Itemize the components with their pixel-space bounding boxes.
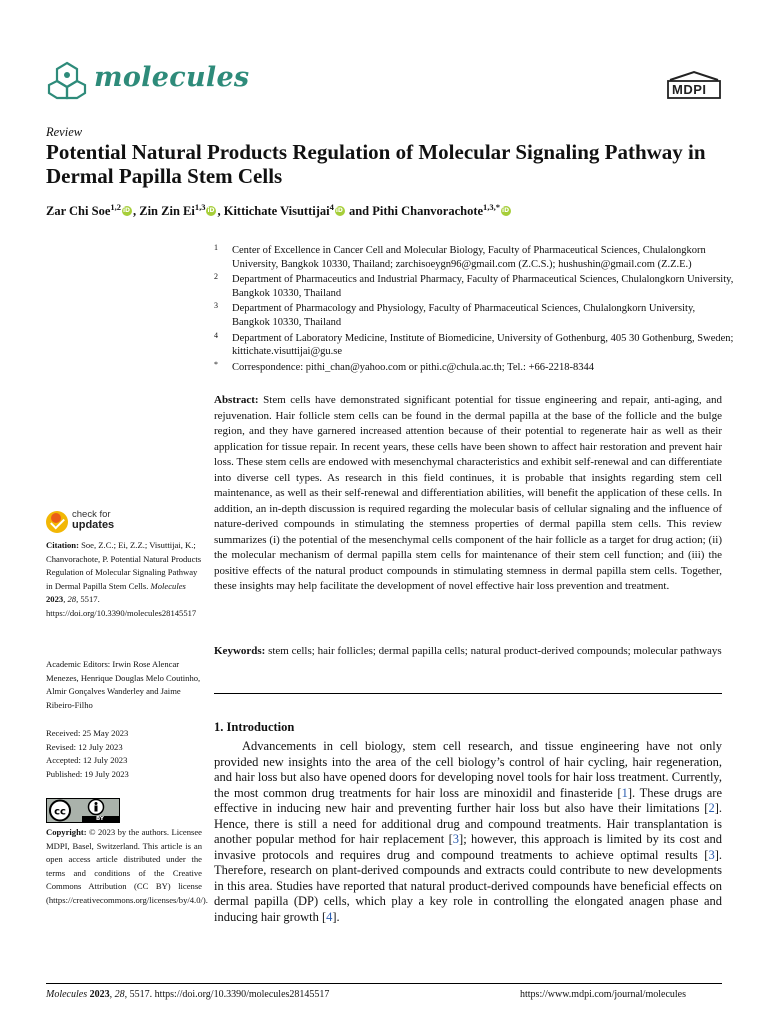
copyright-text: © 2023 by the authors. Licensee MDPI, Basel, Switzerland. This article is an open access article distributed under the terms and conditions of the Creative Commons Attribution (CC BY) license (https://creativecommons.org/licenses/by/4.0/). [46,827,208,905]
academic-editors: Academic Editors: Irwin Rose Alencar Menezes, Henrique Douglas Melo Coutinho, Almir Gonçalves Wanderley and Jaime Ribeiro-Filho [46,659,201,710]
check-for-updates-line1: check for [72,509,111,520]
reference-link[interactable]: 2 [708,801,715,815]
mdpi-logo [666,70,722,100]
paragraph-text: Advancements in cell biology, stem cell research, and tissue engineering have not only provided new insights into the area of the cell biology’s control of hair cycling, hair regeneration, and hair loss but also have opened doors for developing novel tools for hair loss treatment. Currently, the most common drug treatments for hair loss are minoxidil and finasteride [ [214,739,722,800]
paragraph-text: ]. Hence, there is still a need for additional drug and compound treatments. Hair transplantation is another popular method for hair replacement [ [214,801,722,846]
citation-text: Soe, Z.C.; Ei, Z.Z.; Visuttijai, K.; Chanvorachote, P. Potential Natural Products Regulation of Molecular Signaling Pathway in Dermal Papilla Stem Cells. [46,540,202,591]
affiliation-item [214,273,734,300]
author-affiliation-sup: 1,3 [194,202,206,212]
keywords-label: Keywords: [214,645,266,657]
footer-divider [46,983,722,984]
author-name[interactable]: Zar Chi Soe [46,204,111,219]
section-heading-introduction: 1. Introduction [214,720,295,734]
check-for-updates-badge[interactable] [46,509,166,539]
footer-volume: 28 [114,989,125,1000]
author-name[interactable]: Zin Zin Ei [139,204,195,219]
reference-link[interactable]: 3 [708,847,715,862]
paragraph-text: ]. Therefore, research on plant-derived compounds and extracts could contribute to new developments in this area. Studies have reported that natural product-derived compounds have beneficial effects on dermal papilla (DP) cells, which play a key role in controlling the elongated anagen phase and inducing hair growth [ [214,847,722,924]
affiliation-number: * [214,359,218,369]
paragraph-text: ]; however, this approach is limited by its cost and invasive protocols and requires drug and compound treatments to achieve optimal results [ [214,832,722,862]
citation-year: 2023 [46,594,64,605]
footer-citation: Molecules 2023, 28, 5517. https://doi.org/10.3390/molecules28145517 [46,989,330,1000]
affiliation-number: 2 [214,272,218,282]
author-affiliation-sup: 1,3,* [483,202,501,212]
section-divider [214,693,722,694]
affiliation-number: 3 [214,301,218,311]
reference-link[interactable]: 4 [326,909,333,924]
keywords-text: stem cells; hair follicles; dermal papilla cells; natural product-derived compounds; molecular pathways [268,645,722,657]
copyright-notice [46,826,208,908]
author-separator: and [345,204,373,219]
affiliations [214,244,734,376]
footer-journal: Molecules [46,989,88,1000]
affiliation-number: 1 [214,243,218,252]
author-name[interactable]: Pithi Chanvorachote [372,204,484,219]
citation-doi[interactable]: , 5517. https://doi.org/10.3390/molecules28145517 [46,594,197,618]
affiliation-number: 4 [214,330,218,340]
introduction-paragraph [214,739,722,925]
published-date: Published: 19 July 2023 [46,768,129,779]
reference-link[interactable]: 1 [621,785,628,800]
affiliation-text: Department of Pharmacology and Physiology, Faculty of Pharmaceutical Sciences, Chulalongkorn University, Bangkok 10330, Thailand [232,303,696,328]
publication-dates [46,727,202,781]
author-name[interactable]: Kittichate Visuttijai [223,204,330,219]
author-separator: , [133,204,140,219]
affiliation-item [214,244,734,271]
affiliation-text: Department of Pharmaceutics and Industrial Pharmacy, Faculty of Pharmaceutical Sciences, Chulalongkorn University, Bangkok 10330, Thailand [232,274,734,299]
citation-block: Citation: Soe, Z.C.; Ei, Z.Z.; Visuttijai, K.; Chanvorachote, P. Potential Natural Products Regulation of Molecular Signaling Pathway in Dermal Papilla Stem Cells. Molecules 2023, 28, 5517. https://doi.org/10.3390/molecules28145517 [46,540,202,618]
reference-link[interactable]: 3 [452,832,460,846]
orcid-icon[interactable] [501,206,511,216]
author-list [46,202,746,219]
revised-date: Revised: 12 July 2023 [46,741,123,752]
footer-doi[interactable]: , 5517. https://doi.org/10.3390/molecules28145517 [124,989,330,1000]
correspondence-text: Correspondence: pithi_chan@yahoo.com or pithi.c@chula.ac.th; Tel.: +66-2218-8344 [232,361,594,373]
received-date: Received: 25 May 2023 [46,728,129,738]
footer-year: 2023 [89,989,110,1000]
journal-logo-icon [46,60,88,100]
paragraph-text: ]. [332,909,340,924]
footer-journal-url[interactable]: https://www.mdpi.com/journal/molecules [520,989,686,1000]
cc-by-license-icon[interactable] [46,798,120,823]
check-for-updates-icon [46,511,68,533]
affiliation-item [214,332,734,359]
citation-journal: Molecules [150,580,186,591]
author-affiliation-sup: 4 [329,202,334,212]
accepted-date: Accepted: 12 July 2023 [46,755,128,766]
abstract-text: Stem cells have demonstrated significant potential for tissue engineering and repair, anti-aging, and rejuvenation. Hair follicle stem cells can be found in the dermal papilla at the base of the follicle and the bulge region, and they have garnered increased attention because of their potential to regenerate hair as well as their application for tissue repair. In recent years, these cells have been shown to affect hair restoration and prevent hair loss. These stem cells are endowed with mesenchymal characteristics and exhibit self-renewal and can differentiate into diverse cell types. As research in this field continues, it is probable that insights regarding stem cell maintenance, as well as their self-renewal and differentiation abilities, will benefit the application of these cells. In addition, an in-depth discussion is required regarding the molecular basis of cellular signaling and the influence of nature-derived compounds in stimulating the stemness properties of dermal papilla stem cells. This review summarizes (i) the potential of the mesenchymal cells component of the hair follicle as a target for drug action; (ii) the molecular mechanism of dermal papilla stem cells for maintenance of their stem cell function; and (iii) the positive effects of the natural product compounds in stimulating stemness in dermal papilla stem cells. Together, these insights may help facilitate the development of novel effective hair loss prevention and treatment. [214,394,723,592]
abstract [214,393,722,595]
mdpi-logo-text: MDPI [672,82,707,97]
affiliation-text: Department of Laboratory Medicine, Institute of Biomedicine, University of Gothenburg, 405 30 Gothenburg, Sweden; kittichate.visuttijai@gu.se [232,332,734,358]
keywords [214,644,722,660]
check-for-updates-line2: updates [72,519,115,531]
orcid-icon[interactable] [335,206,345,216]
citation-volume: 28 [67,594,77,605]
paragraph-text: ]. These drugs are effective in inducing new hair and preventing further hair loss but also have their limitations [ [214,785,722,815]
article-type: Review [46,125,83,139]
citation-label: Citation: [46,540,79,550]
article-title: Potential Natural Products Regulation of Molecular Signaling Pathway in Dermal Papilla Stem Cells [46,140,706,188]
affiliation-item [214,302,734,329]
svg-text:cc: cc [54,806,66,818]
orcid-icon[interactable] [206,206,216,216]
author-separator: , [217,204,224,219]
affiliation-text: Center of Excellence in Cancer Cell and Molecular Biology, Faculty of Pharmaceutical Sciences, Chulalongkorn University, Bangkok 10330, Thailand; zarchisoeygn96@gmail.com (Z.C.S.); hushushin@gmail.com (Z.Z.E.) [232,245,706,270]
author-affiliation-sup: 1,2 [110,202,121,212]
journal-name: molecules [94,62,250,93]
correspondence-item [214,361,734,375]
copyright-label: Copyright: [46,827,87,837]
orcid-icon[interactable] [122,206,132,216]
cc-by-label: BY [96,816,104,822]
abstract-label: Abstract: [214,394,259,406]
